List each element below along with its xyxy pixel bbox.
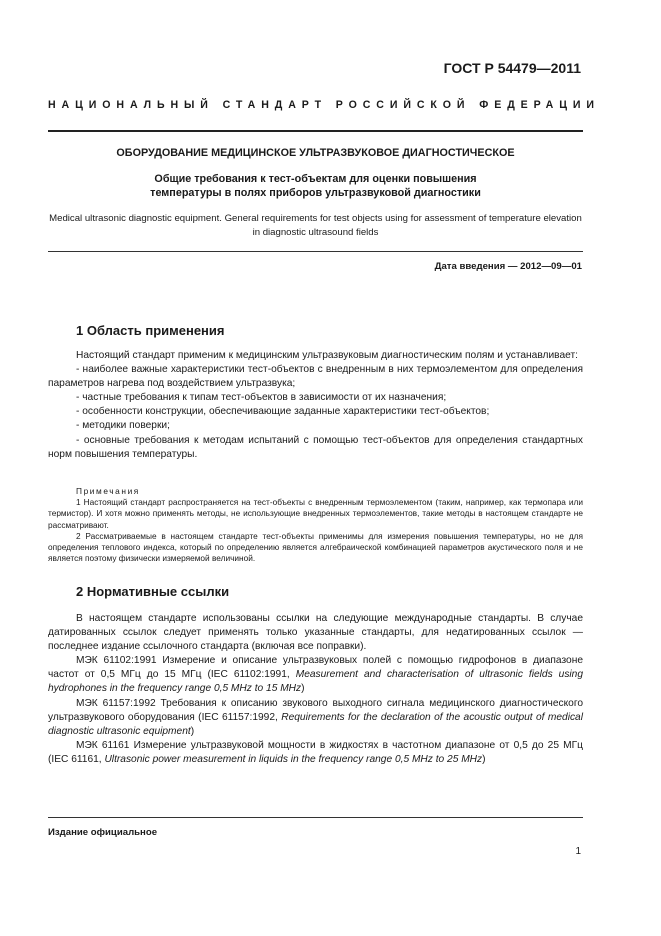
scope-item: - особенности конструкции, обеспечивающие заданные характеристики тест-объектов; bbox=[76, 406, 490, 418]
subtitle bbox=[48, 172, 583, 200]
note-item: 1 Настоящий стандарт распространяется на тест-объекты с внедренным термоэлементом (таким, например, как термопара или термистор). И хотя можно применять методы, не использующие внедренных термоэлементов, такие методы в настоящем стандарте не рассматривают. bbox=[48, 497, 583, 530]
scope-item: - основные требования к методам испытаний с помощью тест-объектов для определения стандартных норм повышения температуры. bbox=[48, 434, 583, 460]
page-number: 1 bbox=[575, 846, 581, 857]
reference-item: МЭК 61161 Измерение ультразвуковой мощности в жидкостях в частотном диапазоне от 0,5 до 25 МГц (IEC 61161, Ultrasonic power measurement in liquids in the frequency range 0,5 MHz to 25 MHz) bbox=[48, 739, 583, 765]
document-code: ГОСТ Р 54479—2011 bbox=[443, 60, 581, 76]
section-1-body bbox=[48, 349, 583, 462]
section-2-body bbox=[48, 612, 583, 767]
section-2-intro: В настоящем стандарте использованы ссылки на следующие международные стандарты. В случае датированных ссылок следует применять только указанные стандарты, для недатированных ссылок — последнее издание ссылочного стандарта (включая все поправки). bbox=[48, 613, 583, 653]
title-divider bbox=[48, 251, 583, 252]
scope-item: - наиболее важные характеристики тест-объектов с внедренным в них термоэлементом для определения параметров нагрева под воздействием ультразвука; bbox=[48, 364, 583, 390]
scope-item: - методики поверки; bbox=[76, 420, 170, 432]
subtitle-line-1: Общие требования к тест-объектам для оценки повышения bbox=[154, 173, 477, 185]
main-title: ОБОРУДОВАНИЕ МЕДИЦИНСКОЕ УЛЬТРАЗВУКОВОЕ ДИАГНОСТИЧЕСКОЕ bbox=[116, 147, 515, 159]
section-1-heading: 1 Область применения bbox=[76, 323, 225, 338]
notes-block bbox=[48, 486, 583, 564]
reference-item: МЭК 61102:1991 Измерение и описание ультразвуковых полей с помощью гидрофонов в диапазоне частот от 0,5 МГц до 15 МГц (IEC 61102:1991, Measurement and characterisation of ultrasonic fields using hydrophones in the frequency range 0,5 MHz to 15 MHz) bbox=[48, 655, 584, 695]
notes-title: Примечания bbox=[76, 486, 140, 496]
scope-item: - частные требования к типам тест-объектов в зависимости от их назначения; bbox=[76, 392, 447, 404]
footer-divider bbox=[48, 817, 583, 818]
note-item: 2 Рассматриваемые в настоящем стандарте тест-объекты применимы для измерения повышения температуры, но не для определения теплового индекса, который по определению является алгебраической комбинацией параметров акустического поля и не является поэтому физически измеряемой величиной. bbox=[48, 530, 583, 564]
introduction-date: Дата введения — 2012—09—01 bbox=[434, 261, 582, 272]
reference-item: МЭК 61157:1992 Требования к описанию звукового выходного сигнала медицинского диагностического ультразвукового оборудования (IEC 61157:1992, Requirements for the declaration of the acoustic output of medical diagnostic ultrasonic equipment) bbox=[48, 697, 583, 737]
header-divider bbox=[48, 130, 583, 132]
subtitle-line-2: температуры в полях приборов ультразвуковой диагностики bbox=[150, 187, 481, 199]
english-title: Medical ultrasonic diagnostic equipment. General requirements for test objects using for assessment of temperature elevation in diagnostic ultrasound fields bbox=[49, 213, 582, 238]
national-standard-banner: НАЦИОНАЛЬНЫЙ СТАНДАРТ РОССИЙСКОЙ ФЕДЕРАЦИИ bbox=[48, 99, 600, 111]
section-2-heading: 2 Нормативные ссылки bbox=[76, 584, 230, 599]
official-edition-label: Издание официальное bbox=[48, 827, 158, 838]
section-1-intro: Настоящий стандарт применим к медицинским ультразвуковым диагностическим полям и устанавливает: bbox=[76, 350, 578, 361]
